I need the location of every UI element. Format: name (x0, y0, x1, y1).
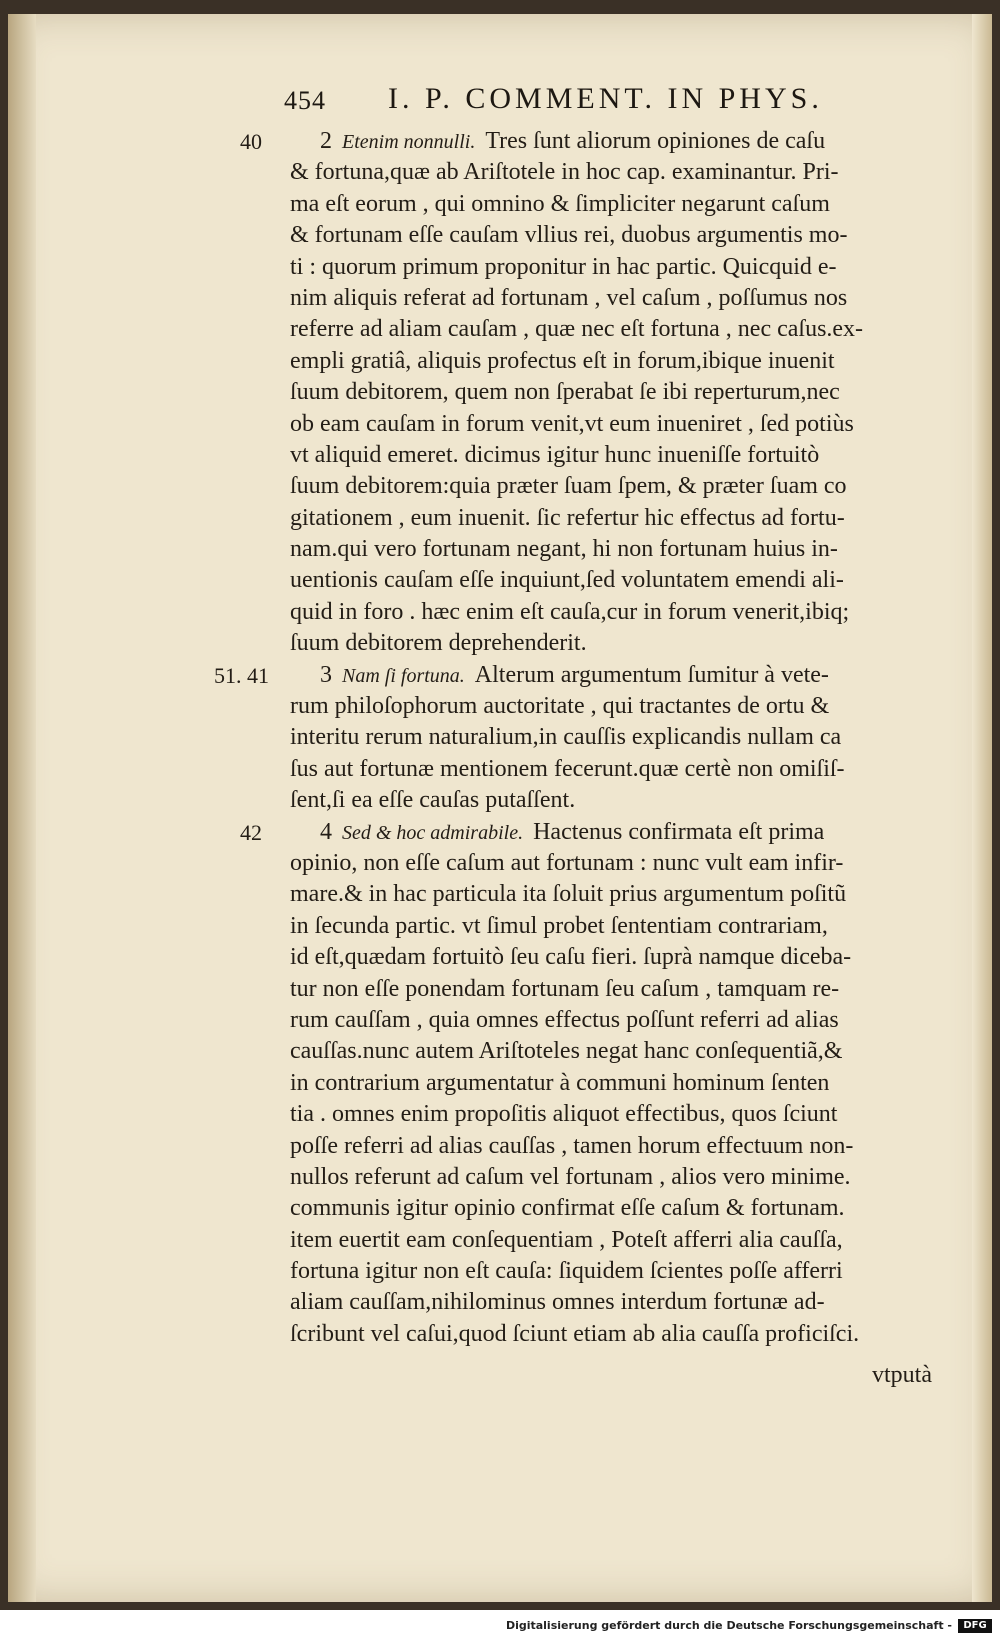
text-line: & fortuna,quæ ab Ariſtotele in hoc cap. examinantur. Pri- (290, 159, 839, 186)
text-line: item euertit eam conſequentiam , Poteſt afferri alia cauſſa, (290, 1226, 843, 1253)
text-line: interitu rerum naturalium,in cauſſis explicandis nullam ca (290, 724, 842, 751)
lemma-number: 4 (320, 818, 332, 845)
text-line: quid in foro . hæc enim eſt cauſa,cur in forum venerit,ibiq; (290, 598, 850, 625)
text-line: nullos referunt ad caſum vel fortunam , alios vero minime. (290, 1163, 851, 1190)
dfg-logo: DFG (958, 1619, 992, 1633)
text-line: gitationem , eum inuenit. ſic refertur hic effectus ad fortu- (290, 504, 845, 531)
text-line: in contrarium argumentatur à communi hominum ſenten (290, 1069, 830, 1096)
lemma: Nam ſi fortuna. (342, 664, 465, 687)
text-line: nim aliquis referat ad fortunam , vel caſum , poſſumus nos (290, 284, 848, 311)
book-page (8, 14, 992, 1602)
text-line: vt aliquid emeret. dicimus igitur hunc inueniſſe fortuitò (290, 441, 820, 468)
lemma-number: 3 (320, 661, 332, 688)
text-line: id eſt,quædam fortuitò ſeu caſu fieri. ſuprà namque diceba- (290, 944, 852, 971)
lemma: Etenim nonnulli. (342, 131, 476, 153)
text-line: tia . omnes enim propoſitis aliquot effectibus, quos ſciunt (290, 1101, 838, 1128)
text-line: fortuna igitur non eſt cauſa: ſiquidem ſcientes poſſe afferri (290, 1258, 843, 1285)
text-line: ſuum debitorem, quem non ſperabat ſe ibi reperturum,nec (290, 379, 840, 406)
text-line: in ſecunda partic. vt ſimul probet ſententiam contrariam, (290, 912, 828, 939)
text-line: ti : quorum primum proponitur in hac partic. Quicquid e- (290, 253, 837, 280)
text-line: empli gratiâ, aliquis profectus eſt in forum,ibique inuenit (290, 347, 835, 374)
text-line (8, 817, 992, 848)
text-line: communis igitur opinio confirmat eſſe caſum & fortunam. (290, 1195, 845, 1222)
text-line: rum cauſſam , quia omnes effectus poſſunt referri ad alias (290, 1006, 839, 1033)
running-header (278, 80, 898, 120)
text-line (8, 660, 992, 691)
text-line: mare.& in hac particula ita ſoluit prius argumentum poſitũ (290, 881, 847, 908)
catchword: vtputà (872, 1362, 932, 1388)
text-line: uentionis cauſam eſſe inquiunt,ſed voluntatem emendi ali- (290, 567, 844, 594)
text-line: opinio, non eſſe caſum aut fortunam : nunc vult eam infir- (290, 849, 844, 876)
text-line: ſus aut fortunæ mentionem fecerunt.quæ certè non omiſiſ- (290, 755, 845, 782)
running-title: I. P. COMMENT. IN PHYS. (388, 82, 823, 115)
text-line: ſcribunt vel caſui,quod ſciunt etiam ab alia cauſſa proficiſci. (290, 1320, 860, 1347)
text-line: poſſe referri ad alias cauſſas , tamen horum effectuum non- (290, 1132, 854, 1159)
lemma-number: 2 (320, 128, 332, 154)
margin-reference: 40 (240, 129, 262, 154)
line-text: Tres ſunt aliorum opiniones de caſu (485, 128, 826, 154)
digitization-credit: Digitalisierung gefördert durch die Deutsche Forschungsgemeinschaft - (505, 1619, 952, 1632)
line-text: Hactenus confirmata eſt prima (533, 818, 825, 845)
text-line: aliam cauſſam,nihilominus omnes interdum fortunæ ad- (290, 1289, 825, 1316)
text-line: & fortunam eſſe cauſam vllius rei, duobus argumentis mo- (290, 222, 848, 249)
text-line: tur non eſſe ponendam fortunam ſeu caſum , tamquam re- (290, 975, 840, 1002)
text-line: cauſſas.nunc autem Ariſtoteles negat hanc conſequentiã,& (290, 1038, 843, 1065)
margin-reference: 42 (240, 819, 262, 845)
line-text: Alterum argumentum ſumitur à vete- (474, 661, 829, 688)
text-line: ſent,ſi ea eſſe cauſas putaſſent. (290, 787, 576, 814)
text-line: referre ad aliam cauſam , quæ nec eſt fortuna , nec caſus.ex- (290, 316, 864, 343)
margin-reference: 51. 41 (214, 662, 269, 688)
text-line: rum philoſophorum auctoritate , qui tractantes de ortu & (290, 693, 830, 720)
text-line: ob eam cauſam in forum venit,vt eum inueniret , ſed potiùs (290, 410, 854, 437)
page-number: 454 (284, 86, 326, 115)
text-line (8, 126, 992, 157)
text-line: ma eſt eorum , qui omnino & ſimpliciter negarunt caſum (290, 190, 830, 217)
text-line: ſuum debitorem deprehenderit. (290, 630, 587, 657)
commentary-text (8, 126, 992, 1350)
text-line: nam.qui vero fortunam negant, hi non fortunam huius in- (290, 536, 838, 563)
lemma: Sed & hoc admirabile. (342, 821, 524, 844)
text-line: ſuum debitorem:quia præter ſuam ſpem, & præter ſuam co (290, 473, 847, 500)
